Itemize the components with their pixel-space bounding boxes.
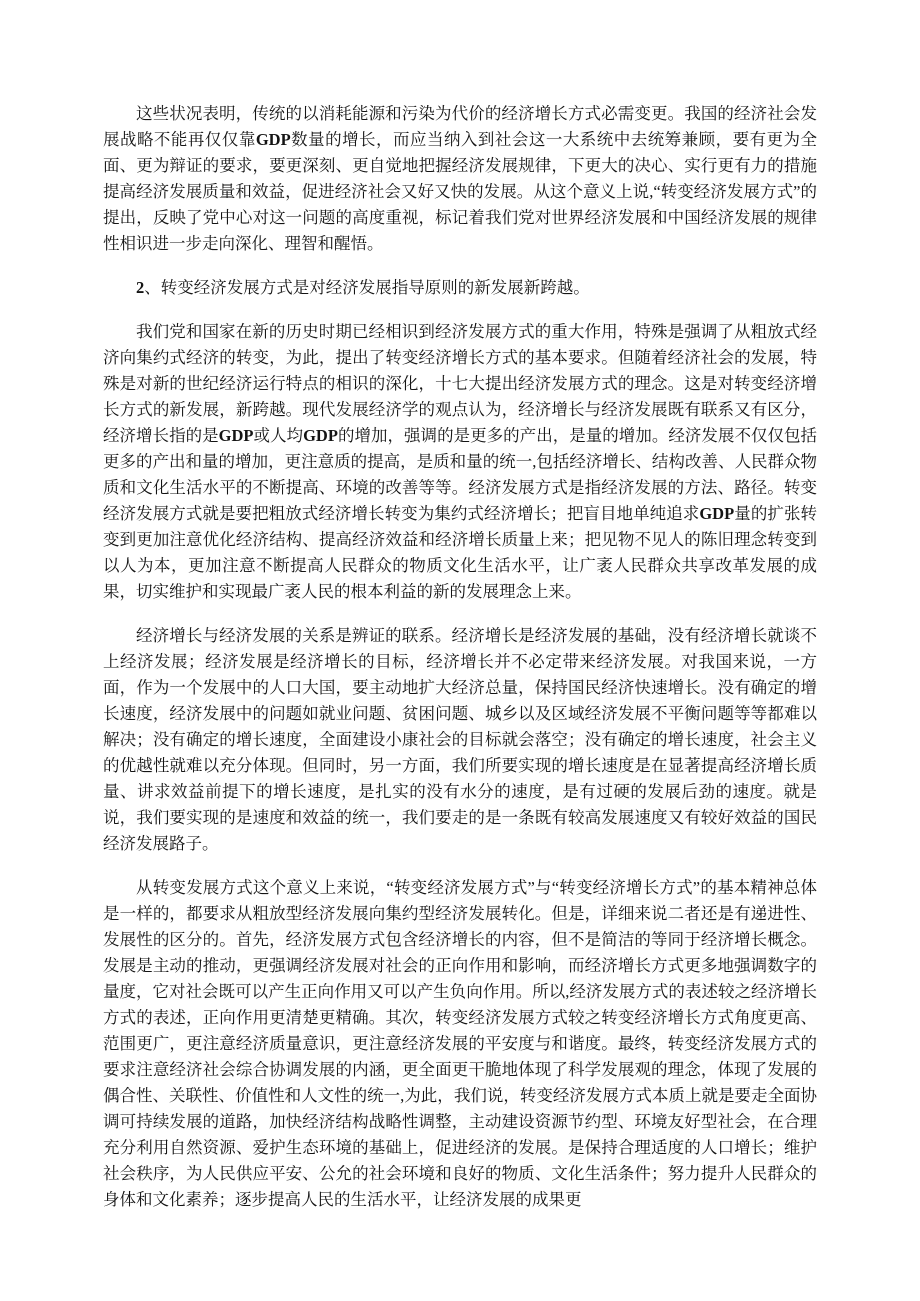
heading-section-2 <box>103 275 817 301</box>
bold-text-run: GDP <box>699 504 735 523</box>
paragraph-transform-development-meaning <box>103 875 817 1213</box>
bold-text-run: 2 <box>136 278 145 297</box>
bold-text-run: GDP <box>255 130 291 149</box>
paragraph-party-understanding <box>103 319 817 605</box>
text-run: 的增加，强调的是更多的产出，是量的增加。经济发展不仅仅包括更多的产出和量的增加，更注意质的提高，是质和量的统一,包括经济增长、结构改善、人民群众物质和文化生活水平的不断提高、环境的改善等等。经济发展方式是指经济发展的方法、路径。转变经济发展方式就是要把粗放式经济增长转变为集约式经济增长；把盲目地单纯追求 <box>103 426 818 523</box>
paragraph-growth-vs-development-relation <box>103 623 817 857</box>
text-run: 或人均 <box>253 426 304 445</box>
text-run: 这些状况表明，传统的以消耗能源和污染为代价的经济增长方式必需变更。我国的经济社会发展战略不能再仅仅靠 <box>103 104 817 149</box>
text-run: 量的扩张转变到更加注意优化经济结构、提高经济效益和经济增长质量上来；把见物不见人的陈旧理念转变到以人为本，更加注意不断提高人民群众的物质文化生活水平，让广袤人民群众共享改革发展的成果，切实维护和实现最广袤人民的根本利益的新的发展理念上来。 <box>103 504 818 601</box>
text-run: 我们党和国家在新的历史时期已经相识到经济发展方式的重大作用，特殊是强调了从粗放式经济向集约式经济的转变，为此，提出了转变经济增长方式的基本要求。但随着经济社会的发展，特殊是对新的世纪经济运行特点的相识的深化，十七大提出经济发展方式的理念。这是对转变经济增长方式的新发展，新跨越。现代发展经济学的观点认为，经济增长与经济发展既有联系又有区分，经济增长指的是 <box>103 322 817 445</box>
bold-text-run: GDP <box>218 426 254 445</box>
text-run: 经济增长与经济发展的关系是辨证的联系。经济增长是经济发展的基础，没有经济增长就谈不上经济发展；经济发展是经济增长的目标，经济增长并不必定带来经济发展。对我国来说，一方面，作为一个发展中的人口大国，要主动地扩大经济总量，保持国民经济快速增长。没有确定的增长速度，经济发展中的问题如就业问题、贫困问题、城乡以及区域经济发展不平衡问题等等都难以解决；没有确定的增长速度，全面建设小康社会的目标就会落空；没有确定的增长速度，社会主义的优越性就难以充分体现。但同时，另一方面，我们所要实现的增长速度是在显著提高经济增长质量、讲求效益前提下的增长速度，是扎实的没有水分的速度，是有过硬的发展后劲的速度。就是说，我们要实现的是速度和效益的统一，我们要走的是一条既有较高发展速度又有较好效益的国民经济发展路子。 <box>103 626 817 853</box>
text-run: 、转变经济发展方式是对经济发展指导原则的新发展新跨越。 <box>144 278 590 297</box>
bold-text-run: GDP <box>303 426 338 445</box>
document-body <box>103 101 817 1231</box>
text-run: 数量的增长，而应当纳入到社会这一大系统中去统筹兼顾，要有更为全面、更为辩证的要求，要更深刻、更自觉地把握经济发展规律，下更大的决心、实行更有力的措施提高经济发展质量和效益，促进经济社会又好又快的发展。从这个意义上说,“转变经济发展方式”的提出，反映了党中心对这一问题的高度重视，标记着我们党对世界经济发展和中国经济发展的规律性相识进一步走向深化、理智和醒悟。 <box>103 130 818 253</box>
paragraph-growth-mode-must-change <box>103 101 817 257</box>
text-run: 从转变发展方式这个意义上来说，“转变经济发展方式”与“转变经济增长方式”的基本精神总体是一样的，都要求从粗放型经济发展向集约型经济发展转化。但是，详细来说二者还是有递进性、发展性的区分的。首先，经济发展方式包含经济增长的内容，但不是简洁的等同于经济增长概念。发展是主动的推动，更强调经济发展对社会的正向作用和影响，而经济增长方式更多地强调数字的量度，它对社会既可以产生正向作用又可以产生负向作用。所以,经济发展方式的表述较之经济增长方式的表述，正向作用更清楚更精确。其次，转变经济发展方式较之转变经济增长方式角度更高、范围更广，更注意经济质量意识，更注意经济发展的平安度与和谐度。最终，转变经济发展方式的要求注意经济社会综合协调发展的内涵，更全面更干脆地体现了科学发展观的理念，体现了发展的偶合性、关联性、价值性和人文性的统一,为此，我们说，转变经济发展方式本质上就是要走全面协调可持续发展的道路，加快经济结构战略性调整，主动建设资源节约型、环境友好型社会，在合理充分利用自然资源、爱护生态环境的基础上，促进经济的发展。是保持合理适度的人口增长；维护社会秩序，为人民供应平安、公允的社会环境和良好的物质、文化生活条件；努力提升人民群众的身体和文化素养；逐步提高人民的生活水平，让经济发展的成果更 <box>103 878 817 1209</box>
